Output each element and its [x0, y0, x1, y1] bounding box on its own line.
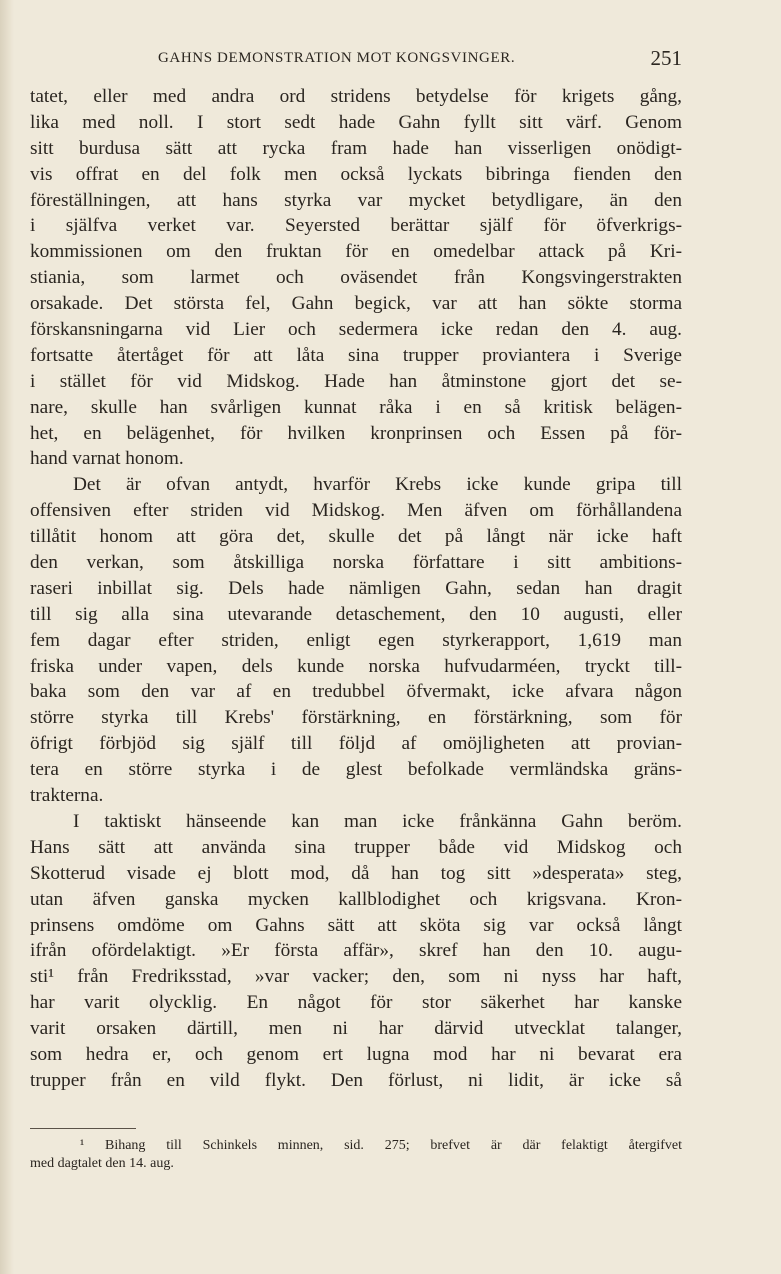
footnote [30, 1137, 682, 1173]
page-header [30, 46, 682, 76]
text-line: orsakade. Det största fel, Gahn begick, var att han sökte storma [30, 293, 682, 315]
page-number: 251 [650, 46, 682, 70]
text-line: stiania, som larmet och oväsendet från Kongsvingerstrakten [30, 267, 682, 289]
text-line: i själfva verket var. Seyersted berättar själf för öfverkrigs- [30, 215, 682, 237]
text-line: I taktiskt hänseende kan man icke frånkänna Gahn beröm. [73, 810, 682, 832]
text-line: föreställningen, att hans styrka var mycket betydligare, än den [30, 189, 682, 211]
text-line: tillåtit honom att göra det, skulle det på långt när icke haft [30, 526, 682, 548]
text-line: varit orsaken därtill, men ni har därvid utvecklat talanger, [30, 1018, 682, 1040]
text-line: större styrka till Krebs' förstärkning, en förstärkning, som för [30, 707, 682, 729]
text-line: friska under vapen, dels kunde norska hufvudarméen, tryckt till- [30, 655, 682, 677]
text-line: öfrigt förbjöd sig själf till följd af omöjligheten att provian- [30, 733, 682, 755]
text-line: lika med noll. I stort sedt hade Gahn fyllt sitt värf. Genom [30, 111, 682, 133]
text-line: vis offrat en del folk men också lyckats bibringa fienden den [30, 163, 682, 185]
text-line: sitt burdusa sätt att rycka fram hade han visserligen onödigt- [30, 137, 682, 159]
footnote-line: ¹ Bihang till Schinkels minnen, sid. 275; brefvet är där felaktigt återgifvet [80, 1138, 682, 1153]
text-line: i stället för vid Midskog. Hade han åtminstone gjort det se- [30, 370, 682, 392]
text-line: till sig alla sina utevarande detaschement, den 10 augusti, eller [30, 603, 682, 625]
page-spine-shadow [0, 0, 14, 1274]
text-line: fortsatte återtåget för att låta sina trupper proviantera i Sverige [30, 344, 682, 366]
text-line: tatet, eller med andra ord stridens betydelse för krigets gång, [30, 86, 682, 107]
text-line: har varit olycklig. En något för stor säkerhet har kanske [30, 992, 682, 1014]
text-line: baka som den var af en tredubbel öfvermakt, icke afvara någon [30, 681, 682, 703]
footnote-line: med dagtalet den 14. aug. [30, 1156, 174, 1171]
text-line: Hans sätt att använda sina trupper både vid Midskog och [30, 836, 682, 858]
text-line: trupper från en vild flykt. Den förlust, ni lidit, är icke så [30, 1069, 682, 1091]
text-line: kommissionen om den fruktan för en omedelbar attack på Kri- [30, 241, 682, 263]
text-line: ifrån ofördelaktigt. »Er första affär», skref han den 10. augu- [30, 940, 682, 962]
text-line: het, en belägenhet, för hvilken kronprinsen och Essen på för- [30, 422, 682, 444]
text-line: som hedra er, och genom ert lugna mod har ni bevarat era [30, 1043, 682, 1065]
text-line: utan äfven ganska mycken kallblodighet och krigsvana. Kron- [30, 888, 682, 910]
text-line: trakterna. [30, 785, 104, 807]
text-line: raseri inbillat sig. Dels hade nämligen Gahn, sedan han dragit [30, 577, 682, 599]
text-line: hand varnat honom. [30, 448, 184, 470]
text-line: prinsens omdöme om Gahns sätt att sköta sig var också långt [30, 914, 682, 936]
running-head: GAHNS DEMONSTRATION MOT KONGSVINGER. [158, 50, 516, 66]
text-line: förskansningarna vid Lier och sedermera icke redan den 4. aug. [30, 319, 682, 341]
text-line: Det är ofvan antydt, hvarför Krebs icke kunde gripa till [73, 474, 682, 496]
body-text [30, 84, 682, 1094]
text-line: Skotterud visade ej blott mod, då han tog sitt »desperata» steg, [30, 862, 682, 884]
text-line: offensiven efter striden vid Midskog. Men äfven om förhållandena [30, 500, 682, 522]
text-line: nare, skulle han svårligen kunnat råka i en så kritisk belägen- [30, 396, 682, 418]
text-line: den verkan, som åtskilliga norska författare i sitt ambitions- [30, 552, 682, 574]
text-line: fem dagar efter striden, enligt egen styrkerapport, 1,619 man [30, 629, 682, 651]
footnote-rule [30, 1128, 136, 1129]
text-line: sti¹ från Fredriksstad, »var vacker; den, som ni nyss har haft, [30, 966, 682, 988]
text-line: tera en större styrka i de glest befolkade vermländska gräns- [30, 759, 682, 781]
